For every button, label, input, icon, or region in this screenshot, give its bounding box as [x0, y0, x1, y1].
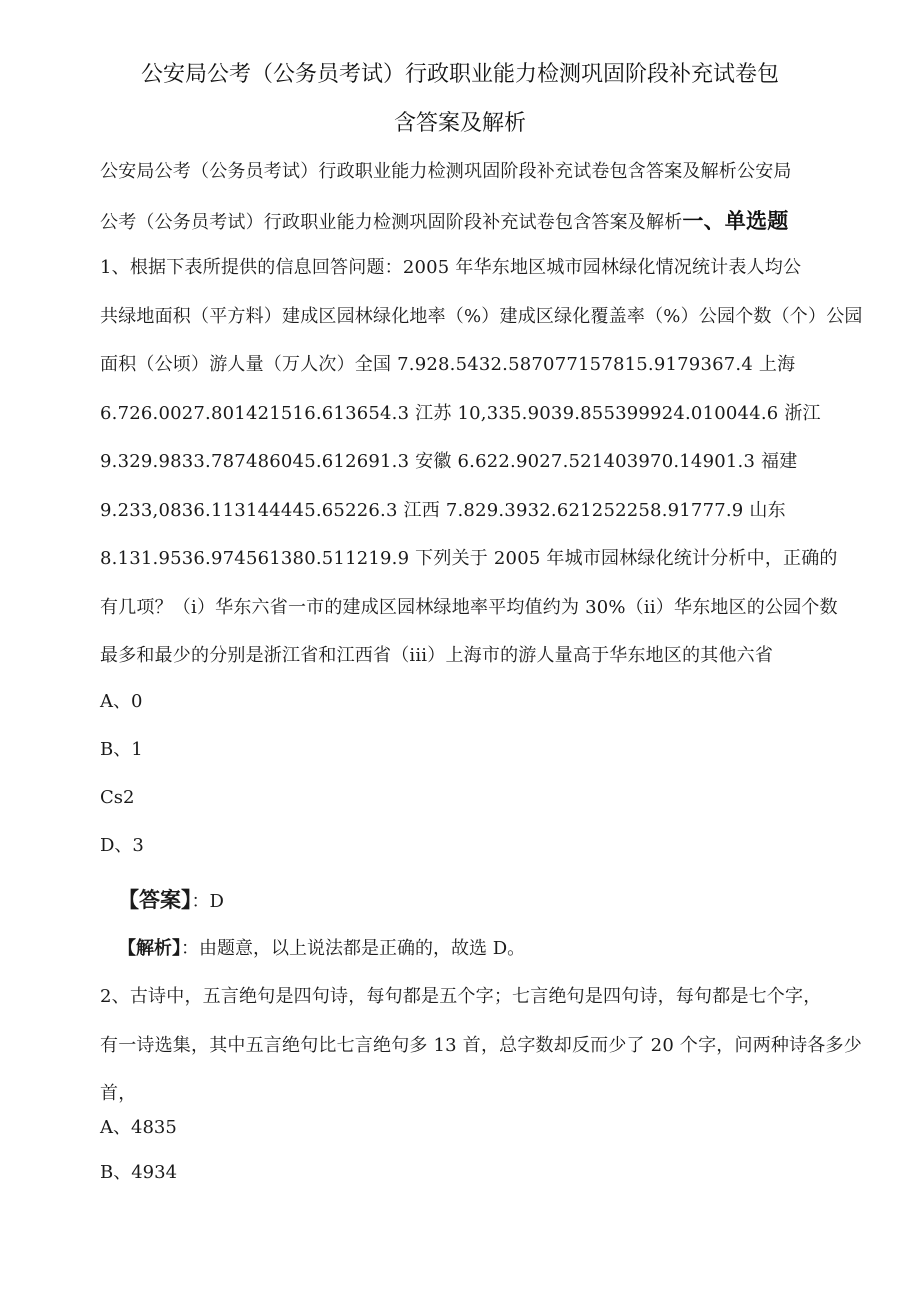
- question-1-line: 1、根据下表所提供的信息回答问题：2005 年华东地区城市园林绿化情况统计表人均公: [100, 257, 802, 278]
- intro-line-1: 公安局公考（公务员考试）行政职业能力检测巩固阶段补充试卷包含答案及解析公安局: [100, 161, 792, 182]
- question-1-line: 面积（公顷）游人量（万人次）全国 7.928.5432.587077157815.9179367.4 上海: [100, 354, 796, 375]
- document-title-line-1: 公安局公考（公务员考试）行政职业能力检测巩固阶段补充试卷包: [140, 62, 779, 87]
- question-1-option-b: B、1: [100, 739, 143, 760]
- question-2-line: 首，: [100, 1083, 137, 1104]
- intro-paragraph: [100, 148, 875, 247]
- question-2-option-b: B、4934: [100, 1162, 178, 1183]
- question-2-line: 有一诗选集，其中五言绝句比七言绝句多 13 首，总字数却反而少了 20 个字，问两种诗各多少: [100, 1034, 862, 1056]
- section-heading: 一、单选题: [682, 208, 789, 233]
- question-1-line: 8.131.9536.974561380.511219.9 下列关于 2005 年城市园林绿化统计分析中，正确的: [100, 548, 838, 569]
- answer-value: ：D: [191, 891, 224, 912]
- question-2-line: 2、古诗中，五言绝句是四句诗，每句都是五个字；七言绝句是四句诗，每句都是七个字，: [100, 986, 822, 1007]
- question-1-line: 有几项？（i）华东六省一市的建成区园林绿地率平均值约为 30%（ii）华东地区的公园个数: [100, 596, 838, 618]
- question-1-line: 9.233,0836.113144445.65226.3 江西 7.829.3932.621252258.91777.9 山东: [100, 499, 786, 521]
- question-1-line: 6.726.0027.801421516.613654.3 江苏 10,335.9039.855399924.010044.6 浙江: [100, 402, 821, 424]
- document-title-line-2: 含答案及解析: [393, 111, 526, 136]
- question-1-option-c: Cs2: [100, 787, 135, 808]
- question-1-stem: [100, 244, 875, 681]
- intro-line-2: [100, 197, 875, 248]
- question-1-answer: [118, 886, 224, 916]
- analysis-label: 【解析】: [118, 938, 181, 959]
- question-2-stem: [100, 973, 875, 1119]
- answer-label: 【答案】: [118, 888, 192, 912]
- question-2-option-a: A、4835: [100, 1117, 177, 1138]
- analysis-text: ：由题意，以上说法都是正确的，故选 D。: [181, 938, 526, 959]
- question-1-option-a: A、0: [100, 691, 143, 712]
- question-1-line: 9.329.9833.787486045.612691.3 安徽 6.622.9027.521403970.14901.3 福建: [100, 451, 798, 472]
- question-1-line: 共绿地面积（平方料）建成区园林绿化地率（%）建成区绿化覆盖率（%）公园个数（个）公园: [100, 305, 863, 327]
- question-1-line: 最多和最少的分别是浙江省和江西省（iii）上海市的游人量高于华东地区的其他六省: [100, 645, 774, 666]
- question-1-option-d: D、3: [100, 835, 144, 856]
- question-1-analysis: [118, 935, 525, 963]
- intro-line-2-text: 公考（公务员考试）行政职业能力检测巩固阶段补充试卷包含答案及解析: [100, 211, 683, 233]
